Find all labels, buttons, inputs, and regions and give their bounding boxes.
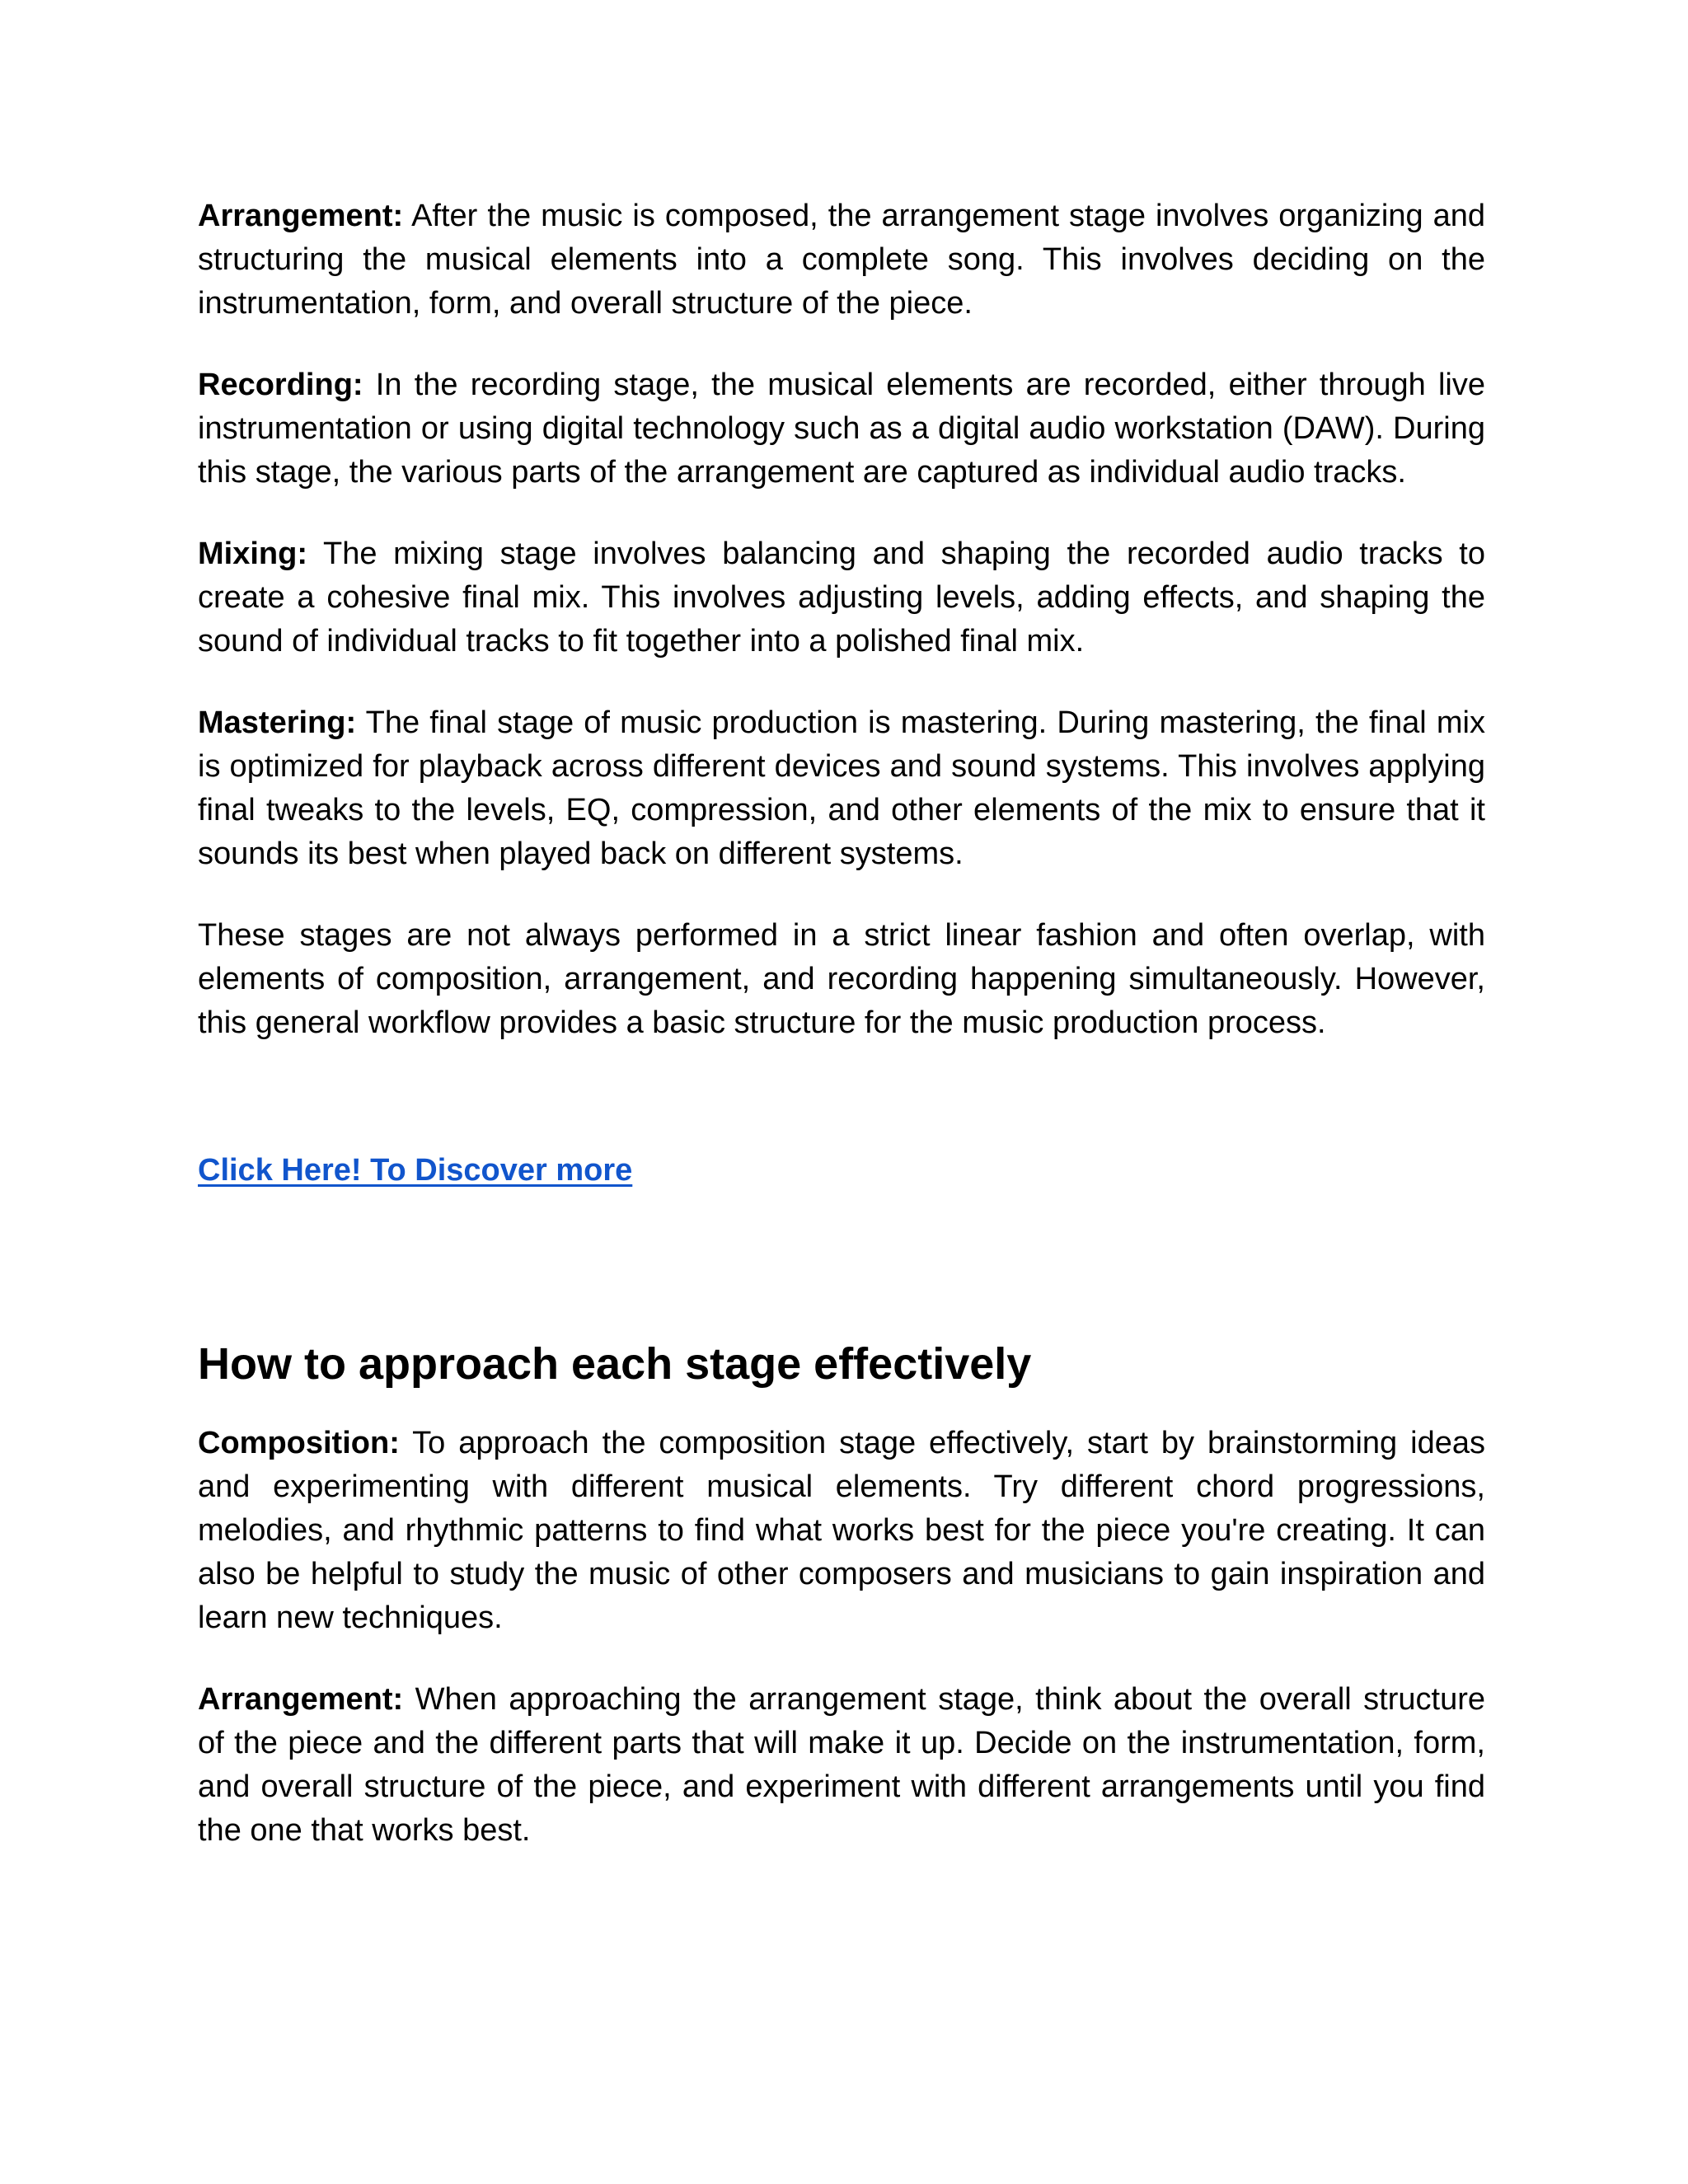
paragraph-label: Recording: (198, 368, 363, 402)
section-heading: How to approach each stage effectively (198, 1339, 1032, 1389)
paragraph-label: Mixing: (198, 537, 307, 571)
paragraph-label: Arrangement: (198, 199, 404, 233)
paragraph-label: Arrangement: (198, 1682, 404, 1717)
paragraph-mastering (198, 701, 1485, 876)
paragraph-arrangement (198, 194, 1485, 326)
paragraph-text: The mixing stage involves balancing and shaping the recorded audio tracks to create a cohesive final mix. This involves adjusting levels, adding effects, and shaping the sound of individual tracks to fit together into a polished final mix. (198, 537, 1485, 658)
paragraph-label: Composition: (198, 1426, 400, 1460)
paragraph-label: Mastering: (198, 705, 357, 740)
paragraph-summary: These stages are not always performed in a strict linear fashion and often overlap, with elements of composition, arrangement, and recording happening simultaneously. However, this general workflow provides a basic structure for the music production process. (198, 918, 1485, 1040)
discover-more-link-wrapper (198, 1149, 1485, 1193)
document-page (198, 194, 1485, 1891)
paragraph-composition (198, 1422, 1485, 1640)
paragraph-text: After the music is composed, the arrangement stage involves organizing and structuring the musical elements into a complete song. This involves deciding on the instrumentation, form, and overall structure of the piece. (198, 199, 1485, 321)
paragraph-mixing (198, 532, 1485, 663)
paragraph-text: To approach the composition stage effectively, start by brainstorming ideas and experimenting with different musical elements. Try different chord progressions, melodies, and rhythmic patterns to find what works best for the piece you're creating. It can also be helpful to study the music of other composers and musicians to gain inspiration and learn new techniques. (198, 1426, 1485, 1635)
paragraph-text: The final stage of music production is mastering. During mastering, the final mix is optimized for playback across different devices and sound systems. This involves applying final tweaks to the levels, EQ, compression, and other elements of the mix to ensure that it sounds its best when played back on different systems. (198, 705, 1485, 871)
paragraph-text: In the recording stage, the musical elements are recorded, either through live instrumentation or using digital technology such as a digital audio workstation (DAW). During this stage, the various parts of the arrangement are captured as individual audio tracks. (198, 368, 1485, 490)
paragraph-arrangement-approach (198, 1678, 1485, 1853)
discover-more-link[interactable]: Click Here! To Discover more (198, 1153, 633, 1188)
paragraph-text: When approaching the arrangement stage, think about the overall structure of the piece and the different parts that will make it up. Decide on the instrumentation, form, and overall structure of the piece, and experiment with different arrangements until you find the one that works best. (198, 1682, 1485, 1848)
paragraph-recording (198, 363, 1485, 494)
